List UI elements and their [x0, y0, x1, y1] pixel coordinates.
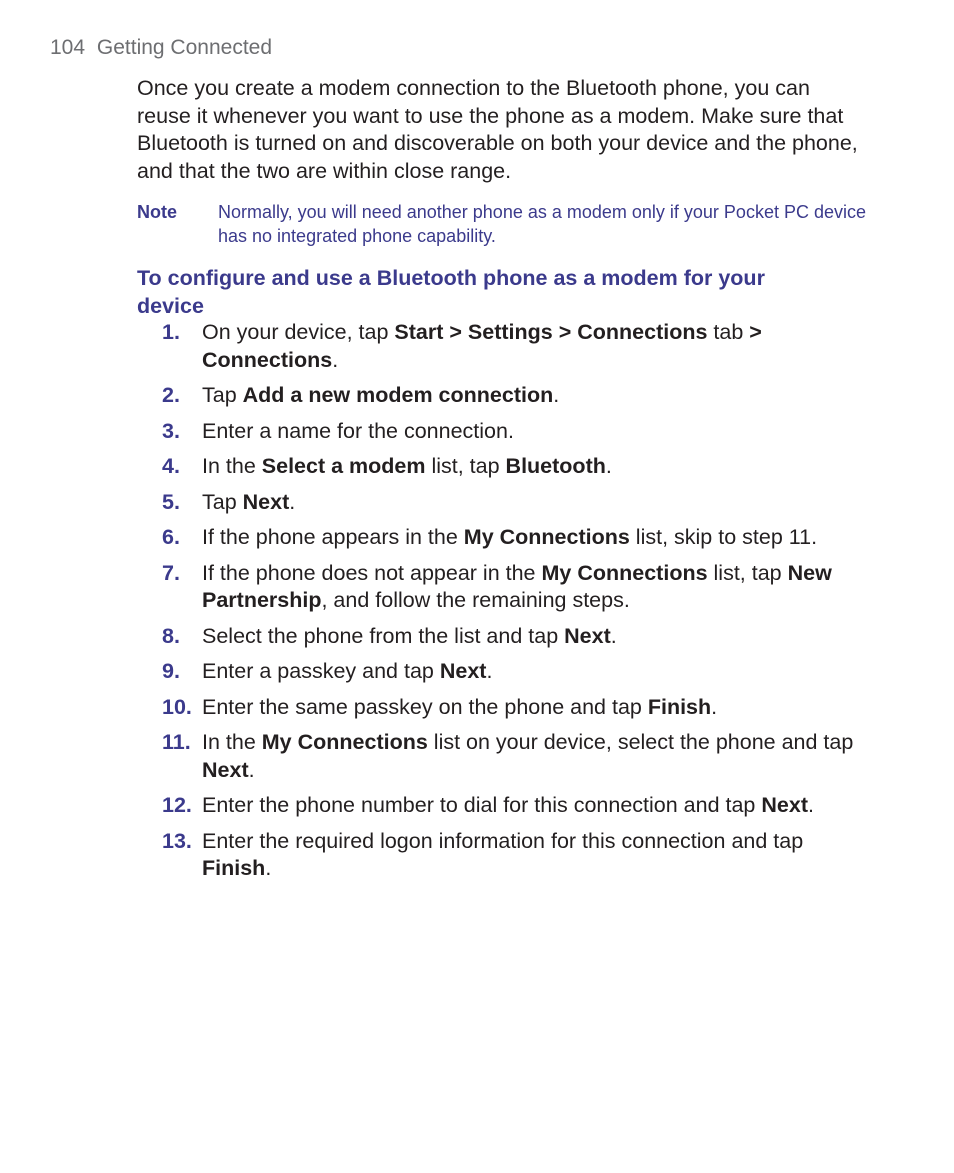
step-item: [137, 319, 867, 374]
steps-list: [137, 319, 867, 891]
step-text-run: Enter the same passkey on the phone and tap: [202, 694, 648, 719]
step-item: [137, 560, 867, 615]
step-text-run: .: [610, 623, 617, 648]
step-text: [202, 658, 867, 686]
step-ui-term: Bluetooth: [505, 454, 606, 478]
step-text-run: list, tap: [707, 560, 788, 585]
page-number: 104: [50, 36, 86, 59]
step-text-run: .: [711, 694, 718, 719]
step-text-run: Enter a passkey and tap: [202, 659, 440, 683]
step-item: [137, 623, 867, 651]
step-text: [202, 453, 867, 481]
step-text-run: .: [486, 659, 493, 683]
step-ui-term: > Connections: [202, 320, 762, 372]
step-text-run: In the: [202, 454, 262, 478]
note-label: Note: [137, 202, 177, 222]
step-item: [137, 453, 867, 481]
step-text-run: If the phone does not appear in the: [202, 560, 542, 585]
page-header: [50, 36, 272, 60]
step-text: [202, 489, 867, 517]
procedure-title: To configure and use a Bluetooth phone as a modem for your device: [137, 266, 765, 318]
step-text: [202, 382, 867, 410]
step-ui-term: Next: [202, 757, 249, 782]
step-text-run: .: [289, 489, 296, 514]
step-text-run: .: [553, 383, 560, 407]
step-text: [202, 524, 867, 552]
step-text-run: On your device, tap: [202, 320, 395, 344]
step-text: [202, 694, 867, 722]
step-text-run: Enter a name for the connection.: [202, 418, 514, 443]
step-ui-term: My Connections: [261, 730, 428, 754]
step-item: [137, 729, 867, 784]
step-text-run: list, skip to step 11.: [629, 525, 818, 549]
step-number: 13.: [162, 828, 192, 853]
step-text: [202, 623, 867, 651]
section-title: Getting Connected: [96, 36, 273, 59]
step-ui-term: Finish: [647, 694, 712, 719]
note-text: Normally, you will need another phone as a modem only if your Pocket PC device has no integrated phone capability.: [218, 202, 866, 246]
step-text-run: tab: [707, 320, 750, 344]
step-ui-term: Next: [564, 623, 611, 648]
step-text-run: .: [605, 454, 612, 478]
step-number: 3.: [162, 418, 180, 443]
step-number: 10.: [162, 694, 192, 719]
step-text: [202, 792, 867, 820]
step-item: [137, 658, 867, 686]
step-number: 5.: [162, 489, 180, 514]
step-number: 6.: [162, 525, 180, 549]
step-item: [137, 694, 867, 722]
step-ui-term: New Partnership: [202, 560, 832, 612]
step-text: [202, 729, 867, 784]
step-number: 12.: [162, 793, 192, 817]
step-number: 11.: [162, 730, 191, 754]
step-text-run: Tap: [202, 383, 243, 407]
step-number: 1.: [162, 320, 180, 344]
step-text-run: If the phone appears in the: [202, 525, 464, 549]
step-number: 8.: [162, 623, 180, 648]
step-text: [202, 560, 867, 615]
step-ui-term: Finish: [202, 856, 266, 880]
step-text-run: Enter the phone number to dial for this connection and tap: [202, 793, 762, 817]
step-ui-term: Add a new modem connection: [242, 383, 554, 407]
step-ui-term: Start > Settings > Connections: [394, 320, 708, 344]
step-ui-term: Next: [242, 489, 290, 514]
step-text-run: .: [332, 347, 339, 372]
step-ui-term: Select a modem: [261, 454, 426, 478]
step-text-run: list, tap: [425, 454, 506, 478]
step-item: [137, 792, 867, 820]
step-item: [137, 382, 867, 410]
step-ui-term: Next: [761, 793, 808, 817]
note-block: [137, 200, 867, 248]
step-text: [202, 828, 867, 883]
step-text: [202, 418, 867, 446]
step-item: [137, 828, 867, 883]
step-text-run: Tap: [202, 489, 243, 514]
step-text-run: list on your device, select the phone and tap: [427, 730, 854, 754]
step-text: [202, 319, 867, 374]
step-number: 2.: [162, 383, 180, 407]
step-text-run: .: [248, 757, 255, 782]
step-item: [137, 489, 867, 517]
step-item: [137, 418, 867, 446]
intro-paragraph: Once you create a modem connection to the Bluetooth phone, you can reuse it whenever you want to use the phone as a modem. Make sure that Bluetooth is turned on and discoverable on both your device and the phone, and that the two are within close range.: [137, 76, 858, 183]
step-ui-term: My Connections: [541, 560, 708, 585]
step-text-run: In the: [202, 730, 262, 754]
step-ui-term: My Connections: [463, 525, 630, 549]
step-text-run: , and follow the remaining steps.: [321, 588, 630, 612]
step-number: 4.: [162, 454, 180, 478]
step-item: [137, 524, 867, 552]
step-text-run: .: [265, 856, 272, 880]
step-text-run: Select the phone from the list and tap: [202, 623, 565, 648]
step-text-run: Enter the required logon information for this connection and tap: [202, 828, 804, 853]
step-text-run: .: [807, 793, 814, 817]
step-number: 9.: [162, 659, 180, 683]
step-ui-term: Next: [439, 659, 487, 683]
step-number: 7.: [162, 560, 180, 585]
